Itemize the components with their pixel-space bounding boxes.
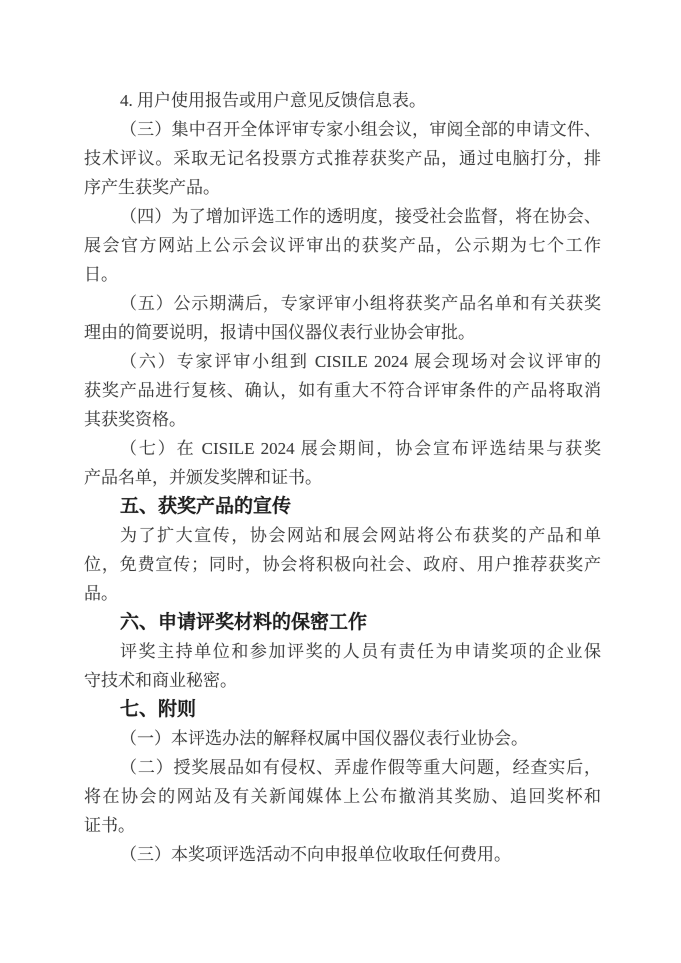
- text-line: 产品名单，并颁发奖牌和证书。: [84, 468, 322, 487]
- section-heading: 七、附则: [120, 699, 197, 720]
- section-heading: 六、申请评奖材料的保密工作: [120, 612, 368, 633]
- text-line: （一）本评选办法的解释权属中国仪器仪表行业协会。: [120, 729, 528, 748]
- text-line: 技术评议。采取无记名投票方式推荐获奖产品，通过电脑打分，排: [84, 149, 601, 168]
- section-heading: 五、获奖产品的宣传: [120, 496, 292, 517]
- text-line: 其获奖资格。: [84, 410, 186, 429]
- text-line: 品。: [84, 584, 118, 603]
- text-line: （三）本奖项评选活动不向申报单位收取任何费用。: [120, 845, 511, 864]
- text-line: （七）在 CISILE 2024 展会期间，协会宣布评选结果与获奖: [120, 439, 601, 458]
- text-line: 评奖主持单位和参加评奖的人员有责任为申请奖项的企业保: [120, 642, 601, 661]
- text-line: 获奖产品进行复核、确认，如有重大不符合评审条件的产品将取消: [84, 381, 601, 400]
- text-line: （二）授奖展品如有侵权、弄虚作假等重大问题，经查实后，: [120, 758, 601, 777]
- text-line: 将在协会的网站及有关新闻媒体上公布撤消其奖励、追回奖杯和: [84, 787, 601, 806]
- text-line: 守技术和商业秘密。: [84, 671, 237, 690]
- document-content: [84, 86, 601, 869]
- text-line: 位，免费宣传；同时，协会将积极向社会、政府、用户推荐获奖产: [84, 555, 601, 574]
- text-line: 为了扩大宣传，协会网站和展会网站将公布获奖的产品和单: [120, 526, 601, 545]
- text-line: 证书。: [84, 816, 135, 835]
- text-line: 日。: [84, 265, 118, 284]
- text-line: （六）专家评审小组到 CISILE 2024 展会现场对会议评审的: [120, 352, 601, 371]
- text-line: （四）为了增加评选工作的透明度，接受社会监督，将在协会、: [120, 207, 601, 226]
- text-line: （五）公示期满后，专家评审小组将获奖产品名单和有关获奖: [120, 294, 601, 313]
- text-line: 展会官方网站上公示会议评审出的获奖产品，公示期为七个工作: [84, 236, 601, 255]
- text-line: 4. 用户使用报告或用户意见反馈信息表。: [120, 91, 426, 110]
- text-line: （三）集中召开全体评审专家小组会议，审阅全部的申请文件、: [120, 120, 601, 139]
- text-line: 序产生获奖产品。: [84, 178, 220, 197]
- text-line: 理由的简要说明，报请中国仪器仪表行业协会审批。: [84, 323, 475, 342]
